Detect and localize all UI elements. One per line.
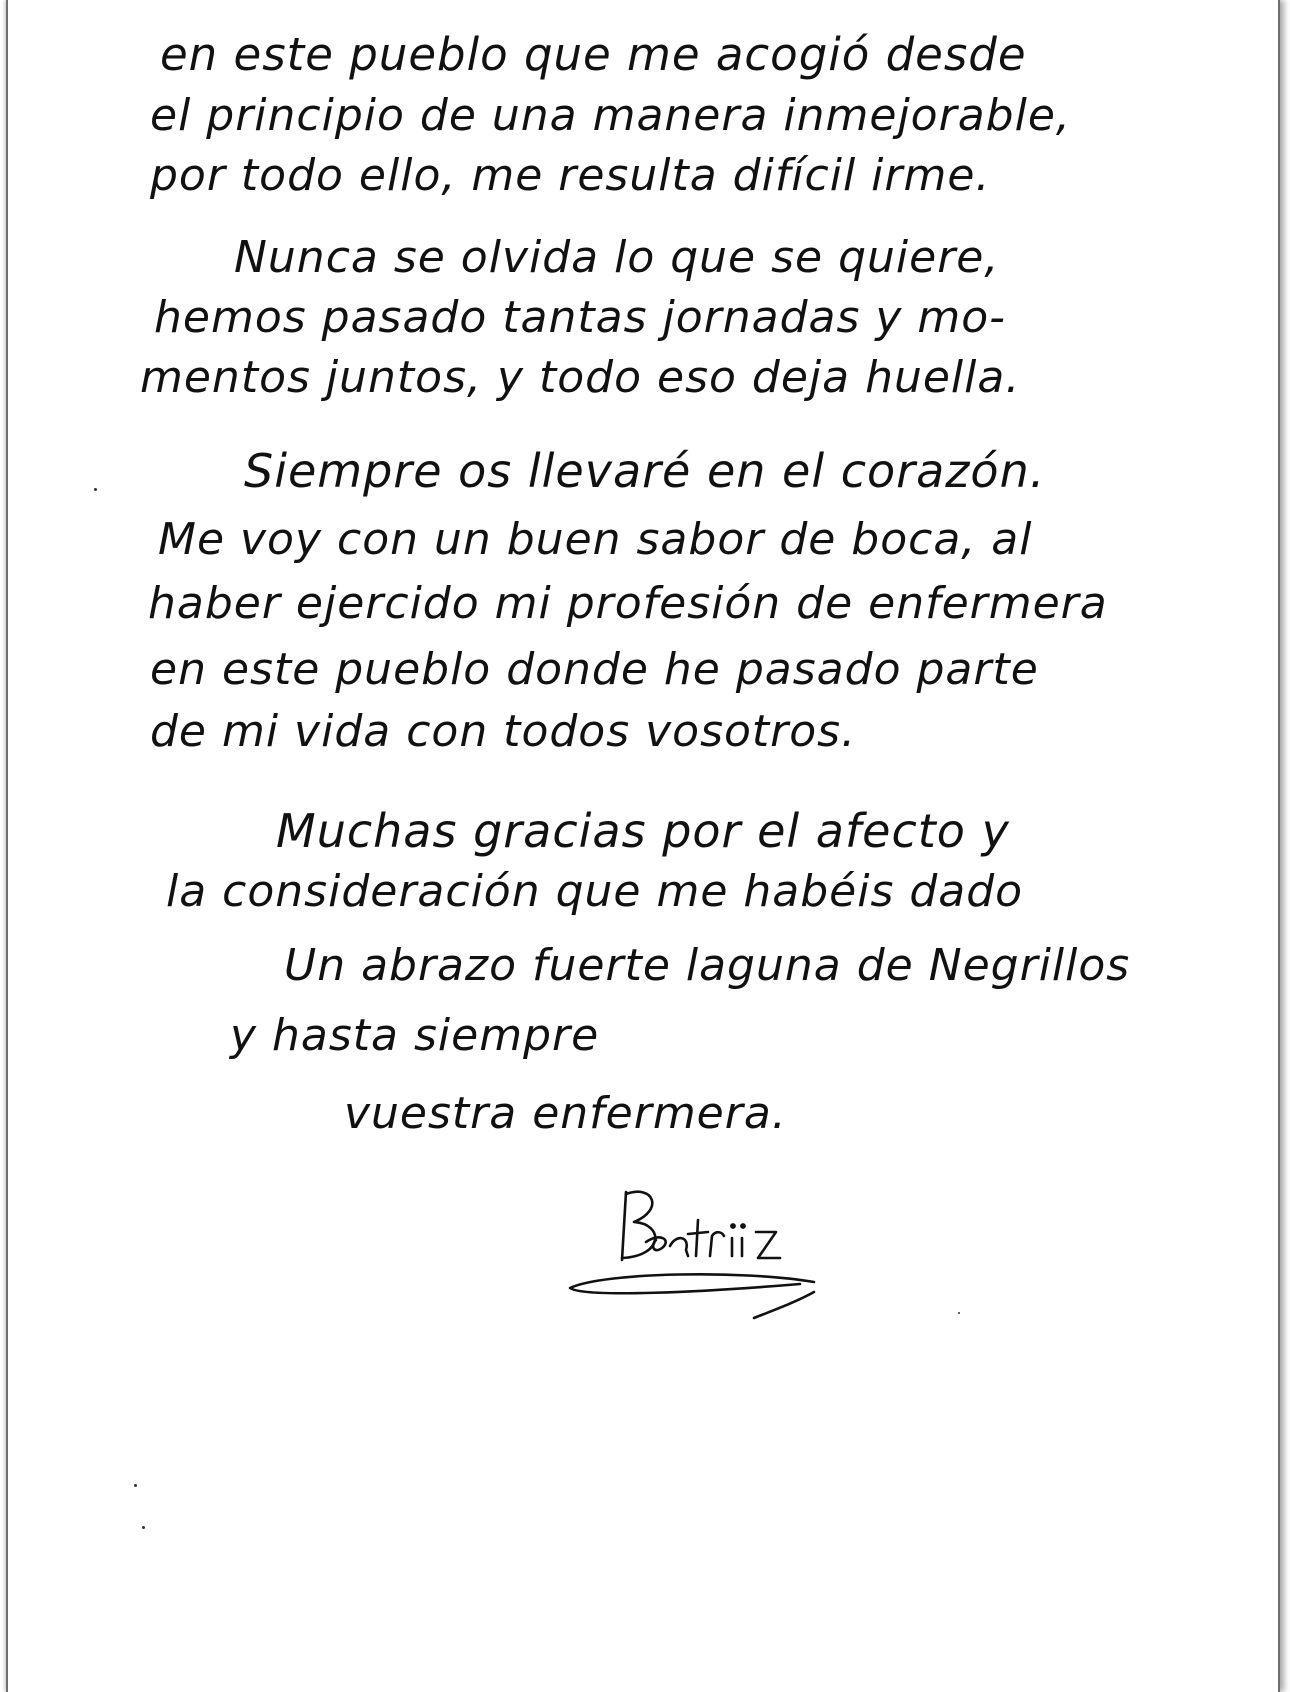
letter-line: Siempre os llevaré en el corazón. bbox=[244, 444, 1046, 498]
ink-speck bbox=[142, 1526, 145, 1529]
signature bbox=[564, 1180, 844, 1330]
letter-line: haber ejercido mi profesión de enfermera bbox=[148, 578, 1108, 629]
ink-speck bbox=[958, 1312, 960, 1314]
letter-line: hemos pasado tantas jornadas y mo- bbox=[154, 292, 1007, 343]
letter-line: por todo ello, me resulta difícil irme. bbox=[150, 150, 991, 201]
letter-line: en este pueblo donde he pasado parte bbox=[150, 644, 1039, 695]
letter-line: mentos juntos, y todo eso deja huella. bbox=[140, 352, 1021, 403]
letter-line: Me voy con un buen sabor de boca, al bbox=[158, 514, 1033, 565]
ink-speck bbox=[94, 488, 97, 491]
letter-line: en este pueblo que me acogió desde bbox=[160, 28, 1027, 81]
letter-line: Un abrazo fuerte lagunа de Negrillos bbox=[284, 940, 1131, 991]
letter-line: vuestra enfermera. bbox=[344, 1088, 787, 1139]
letter-page bbox=[6, 0, 1280, 1692]
ink-speck bbox=[134, 1484, 137, 1487]
letter-line: el principio de una manera inmejorable, bbox=[150, 90, 1071, 141]
letter-line: de mi vida con todos vosotros. bbox=[150, 706, 857, 757]
letter-line: Muchas gracias por el afecto y bbox=[276, 804, 1010, 858]
letter-line: la consideración que me habéis dado bbox=[166, 866, 1024, 917]
letter-line: Nunca se olvida lo que se quiere, bbox=[234, 232, 1000, 283]
letter-line: y hasta siempre bbox=[230, 1010, 600, 1061]
